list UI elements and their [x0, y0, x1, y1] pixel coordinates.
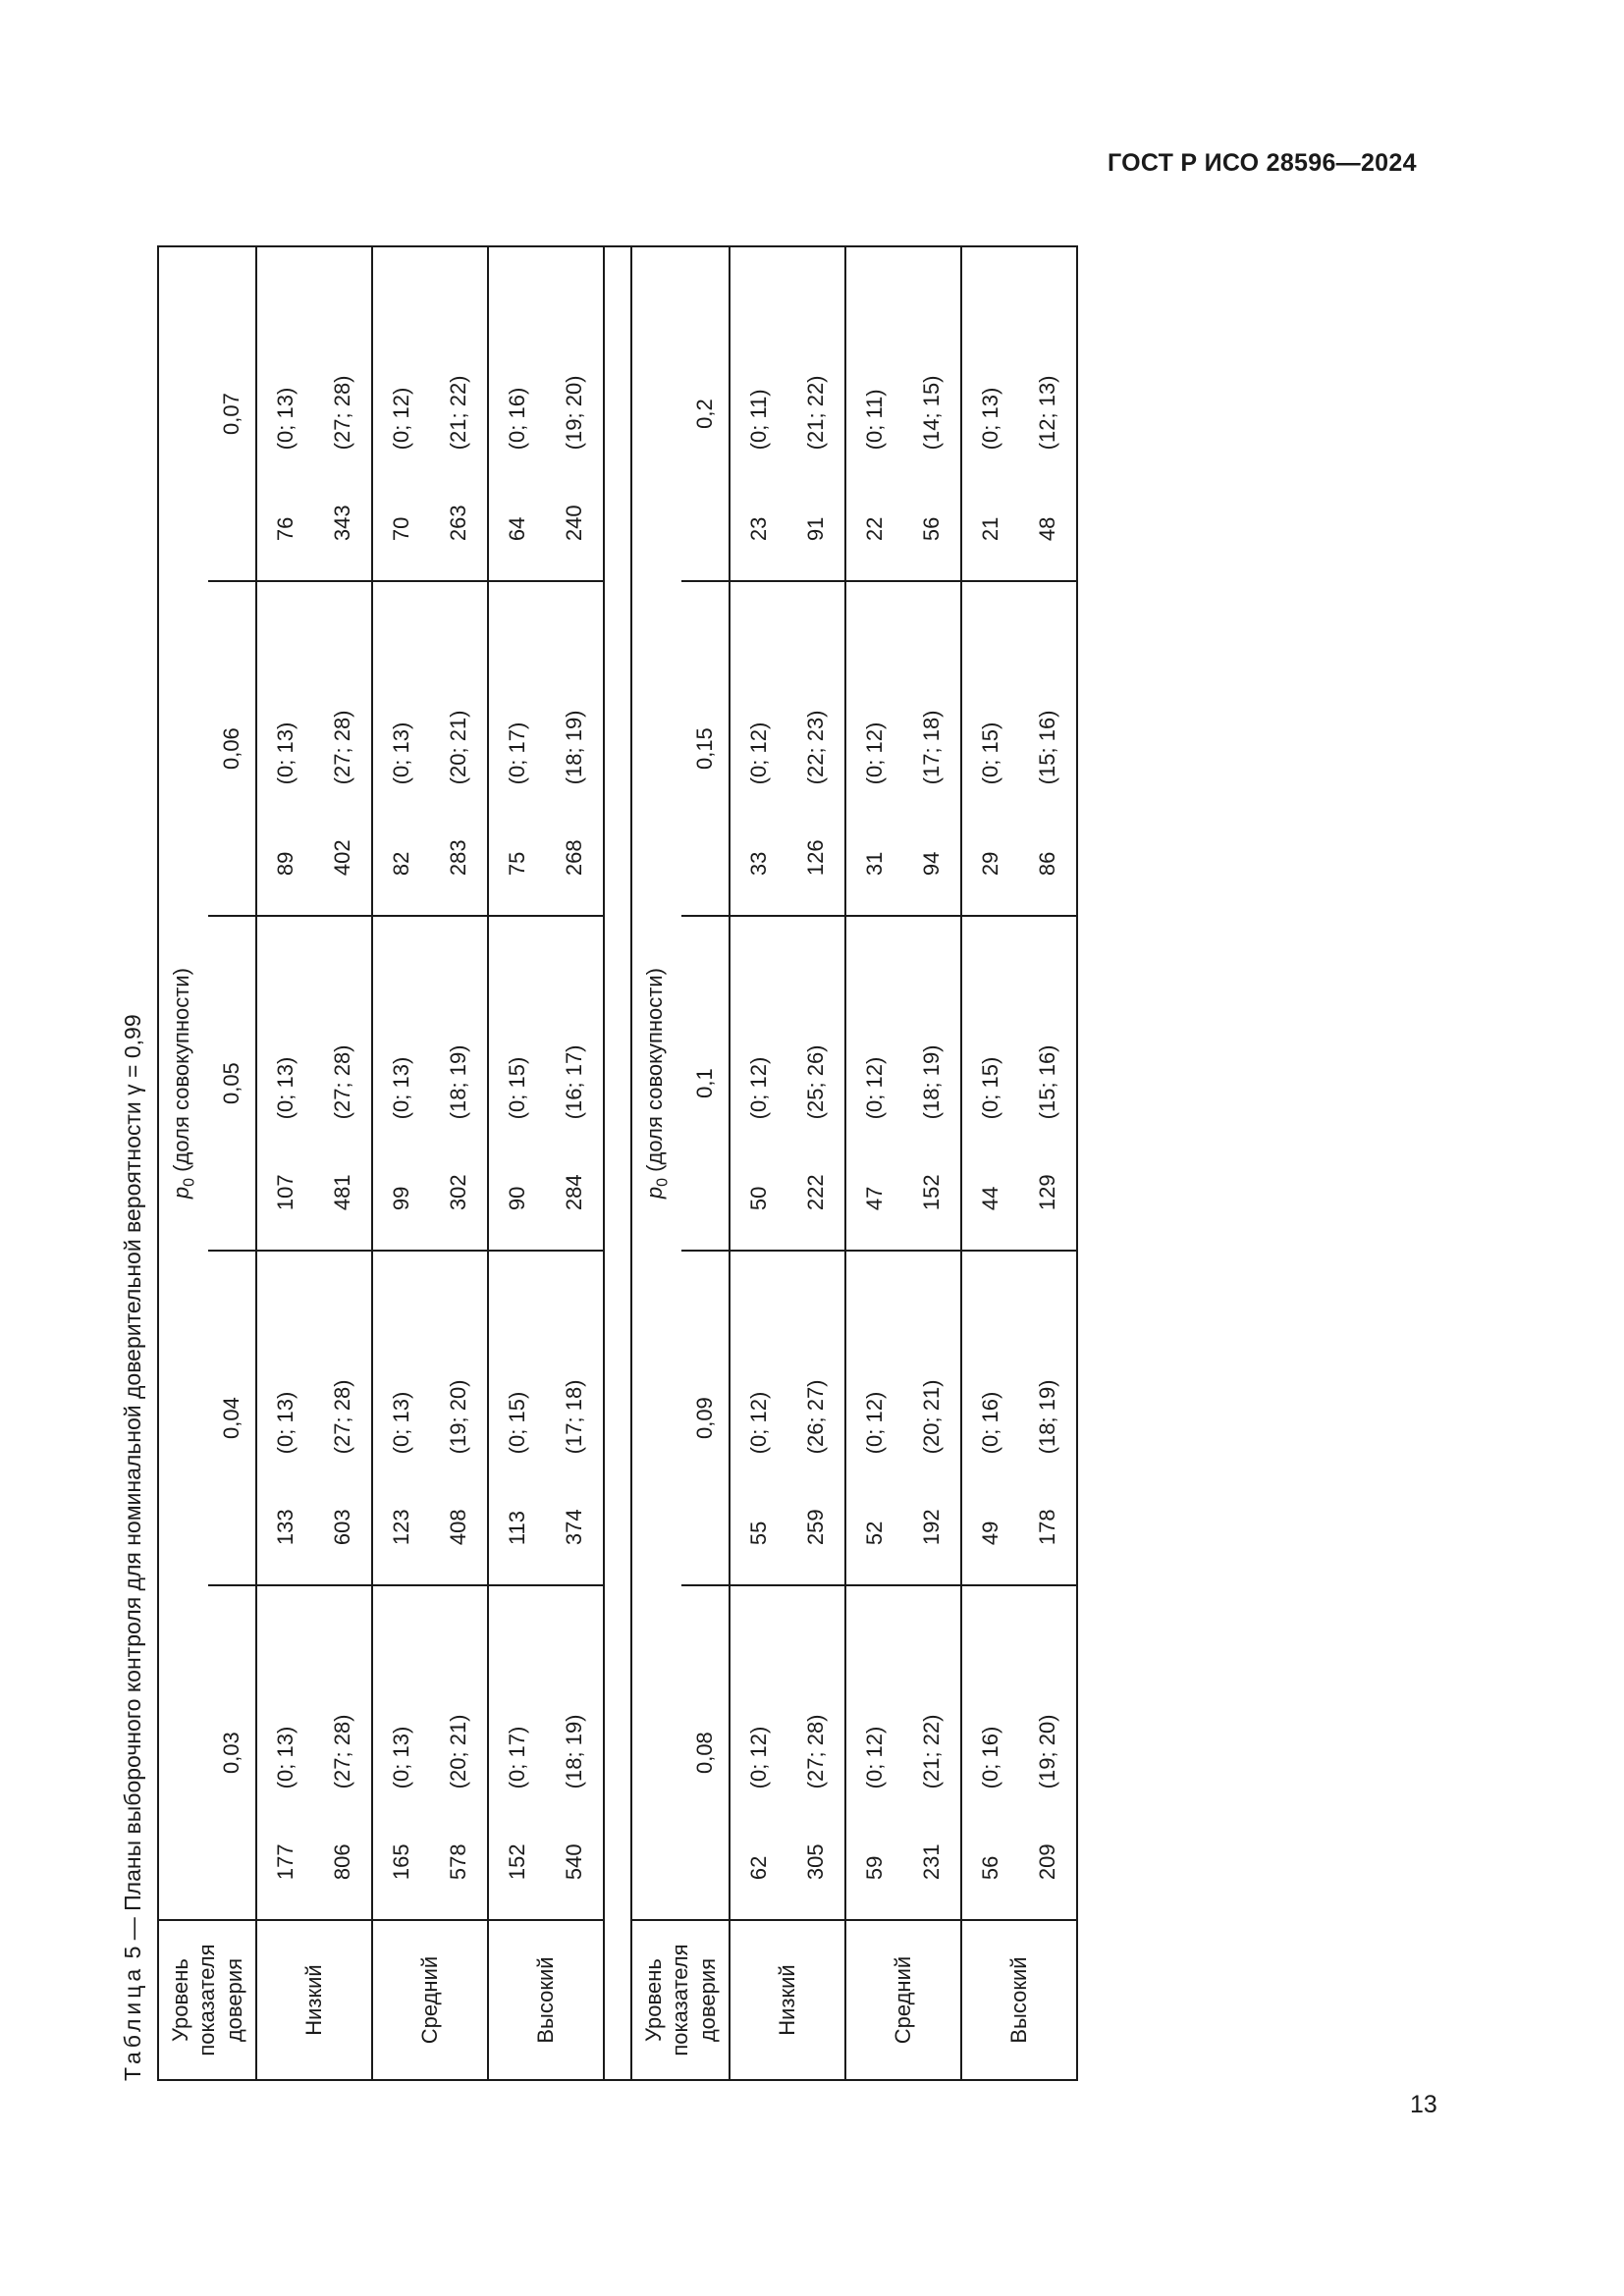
p0-symbol: p — [168, 1186, 193, 1200]
table-row — [488, 246, 546, 2080]
table-row — [903, 246, 961, 2080]
acceptance-pair: (0; 12) — [746, 1726, 771, 1789]
table-row — [546, 246, 604, 2080]
table-row — [1019, 246, 1077, 2080]
p0-label: (доля совокупности) — [168, 968, 193, 1172]
p0-header-row — [631, 246, 681, 2080]
acceptance-pair: (0; 13) — [273, 721, 298, 785]
column-header: 0,15 — [681, 581, 730, 916]
sample-size: 70 — [372, 459, 430, 581]
sample-size: 259 — [787, 1464, 845, 1585]
acceptance-pair: (18; 19) — [546, 581, 604, 794]
level-header: Уровень показателя доверия — [631, 1920, 730, 2080]
rotated-table-container — [108, 226, 1059, 2081]
p0-subscript: 0 — [181, 1177, 198, 1187]
sample-size: 240 — [546, 459, 604, 581]
sample-size: 76 — [256, 459, 314, 581]
acceptance-pair: (0; 13) — [389, 721, 413, 785]
acceptance-pair: (0; 17) — [505, 721, 529, 785]
acceptance-pair: (0; 12) — [746, 1056, 771, 1120]
sampling-plans-table — [157, 245, 1078, 2081]
column-header: 0,1 — [681, 916, 730, 1251]
acceptance-pair: (19; 20) — [546, 246, 604, 459]
sample-size: 603 — [314, 1464, 372, 1585]
acceptance-pair: (17; 18) — [903, 581, 961, 794]
sample-size: 126 — [787, 794, 845, 916]
sample-size: 99 — [372, 1129, 430, 1251]
acceptance-pair: (0; 12) — [746, 1391, 771, 1455]
acceptance-pair: (17; 18) — [546, 1251, 604, 1464]
table-row — [314, 246, 372, 2080]
sample-size: 222 — [787, 1129, 845, 1251]
acceptance-pair: (27; 28) — [314, 581, 372, 794]
sample-size: 59 — [862, 1855, 887, 1881]
block-separator — [604, 246, 631, 2080]
acceptance-pair: (18; 19) — [903, 916, 961, 1129]
sample-size: 305 — [787, 1798, 845, 1920]
sample-size: 56 — [903, 459, 961, 581]
acceptance-pair: (0; 11) — [845, 246, 903, 459]
acceptance-pair: (0; 12) — [862, 721, 887, 785]
sample-size: 55 — [730, 1464, 787, 1585]
column-header: 0,05 — [208, 916, 256, 1251]
sample-size: 89 — [256, 794, 314, 916]
page-number: 13 — [1410, 2091, 1437, 2118]
sample-size: 94 — [903, 794, 961, 916]
acceptance-pair: (0; 15) — [505, 1056, 529, 1120]
acceptance-pair: (26; 27) — [787, 1251, 845, 1464]
sample-size: 343 — [314, 459, 372, 581]
sample-size: 178 — [1019, 1464, 1077, 1585]
column-header: 0,2 — [681, 246, 730, 581]
acceptance-pair: (21; 22) — [903, 1585, 961, 1798]
sample-size: 52 — [845, 1464, 903, 1585]
acceptance-pair: (27; 28) — [314, 1251, 372, 1464]
sample-size: 268 — [546, 794, 604, 916]
sample-size: 283 — [430, 794, 488, 916]
confidence-level: Низкий — [256, 1920, 372, 2080]
column-header-row — [681, 246, 730, 2080]
table-row — [372, 246, 430, 2080]
sample-size: 152 — [505, 1843, 529, 1881]
acceptance-pair: (27; 28) — [314, 1585, 372, 1798]
p0-header-row — [158, 246, 208, 2080]
column-header: 0,06 — [208, 581, 256, 916]
table-row — [730, 246, 787, 2080]
sample-size: 284 — [546, 1129, 604, 1251]
p0-symbol: p — [641, 1186, 667, 1200]
sample-size: 29 — [961, 794, 1019, 916]
caption-text: — Планы выборочного контроля для номинальной доверительной вероятности γ = 0,99 — [120, 1014, 145, 1941]
acceptance-pair: (20; 21) — [903, 1251, 961, 1464]
sample-size: 209 — [1019, 1798, 1077, 1920]
acceptance-pair: (0; 13) — [389, 1726, 413, 1789]
acceptance-pair: (27; 28) — [787, 1585, 845, 1798]
sample-size: 123 — [372, 1464, 430, 1585]
sample-size: 50 — [730, 1129, 787, 1251]
acceptance-pair: (21; 22) — [787, 246, 845, 459]
sample-size: 177 — [273, 1843, 298, 1881]
sample-size: 578 — [430, 1798, 488, 1920]
acceptance-pair: (0; 16) — [978, 1726, 1002, 1789]
acceptance-pair: (0; 13) — [961, 246, 1019, 459]
document-code: ГОСТ Р ИСО 28596—2024 — [1108, 149, 1417, 177]
sample-size: 540 — [546, 1798, 604, 1920]
acceptance-pair: (0; 16) — [978, 1391, 1002, 1455]
column-header: 0,07 — [208, 246, 256, 581]
table-row — [430, 246, 488, 2080]
acceptance-pair: (0; 11) — [730, 246, 787, 459]
confidence-level: Высокий — [488, 1920, 604, 2080]
p0-header — [631, 246, 681, 1920]
confidence-level: Средний — [845, 1920, 961, 2080]
p0-header — [158, 246, 208, 1920]
acceptance-pair: (0; 12) — [746, 721, 771, 785]
sample-size: 86 — [1019, 794, 1077, 916]
sample-size: 374 — [546, 1464, 604, 1585]
acceptance-pair: (18; 19) — [430, 916, 488, 1129]
acceptance-pair: (0; 15) — [505, 1391, 529, 1455]
sample-size: 263 — [430, 459, 488, 581]
acceptance-pair: (22; 23) — [787, 581, 845, 794]
level-header: Уровень показателя доверия — [158, 1920, 256, 2080]
acceptance-pair: (0; 13) — [389, 1056, 413, 1120]
confidence-level: Средний — [372, 1920, 488, 2080]
acceptance-pair: (0; 12) — [372, 246, 430, 459]
sample-size: 75 — [488, 794, 546, 916]
sample-size: 129 — [1019, 1129, 1077, 1251]
acceptance-pair: (0; 13) — [273, 1391, 298, 1455]
acceptance-pair: (0; 12) — [862, 1391, 887, 1455]
sample-size: 481 — [314, 1129, 372, 1251]
p0-subscript: 0 — [654, 1177, 672, 1187]
acceptance-pair: (15; 16) — [1019, 581, 1077, 794]
sample-size: 231 — [903, 1798, 961, 1920]
sample-size: 806 — [314, 1798, 372, 1920]
sample-size: 44 — [961, 1129, 1019, 1251]
acceptance-pair: (0; 13) — [273, 1726, 298, 1789]
table-row — [256, 246, 314, 2080]
table-row — [961, 246, 1019, 2080]
caption-prefix: Таблица — [120, 1964, 145, 2081]
sample-size: 22 — [845, 459, 903, 581]
sample-size: 47 — [845, 1129, 903, 1251]
acceptance-pair: (12; 13) — [1019, 246, 1077, 459]
acceptance-pair: (18; 19) — [546, 1585, 604, 1798]
acceptance-pair: (21; 22) — [430, 246, 488, 459]
sample-size: 91 — [787, 459, 845, 581]
column-header: 0,08 — [681, 1585, 730, 1920]
sample-size: 33 — [730, 794, 787, 916]
caption-number: 5 — [120, 1946, 145, 1959]
acceptance-pair: (0; 13) — [389, 1391, 413, 1455]
acceptance-pair: (0; 13) — [273, 1056, 298, 1120]
acceptance-pair: (0; 17) — [505, 1726, 529, 1789]
acceptance-pair: (16; 17) — [546, 916, 604, 1129]
acceptance-pair: (18; 19) — [1019, 1251, 1077, 1464]
sample-size: 165 — [389, 1843, 413, 1881]
table-row — [845, 246, 903, 2080]
column-header: 0,04 — [208, 1251, 256, 1585]
acceptance-pair: (19; 20) — [430, 1251, 488, 1464]
sample-size: 107 — [256, 1129, 314, 1251]
acceptance-pair: (0; 16) — [488, 246, 546, 459]
acceptance-pair: (19; 20) — [1019, 1585, 1077, 1798]
p0-label: (доля совокупности) — [641, 968, 667, 1172]
sample-size: 90 — [488, 1129, 546, 1251]
sample-size: 49 — [961, 1464, 1019, 1585]
acceptance-pair: (0; 13) — [256, 246, 314, 459]
sample-size: 21 — [961, 459, 1019, 581]
sample-size: 408 — [430, 1464, 488, 1585]
column-header-row — [208, 246, 256, 2080]
sample-size: 62 — [746, 1855, 771, 1881]
sample-size: 402 — [314, 794, 372, 916]
acceptance-pair: (0; 12) — [862, 1056, 887, 1120]
acceptance-pair: (20; 21) — [430, 581, 488, 794]
sample-size: 31 — [845, 794, 903, 916]
acceptance-pair: (0; 15) — [978, 1056, 1002, 1120]
table-caption — [108, 226, 157, 2081]
sample-size: 56 — [978, 1855, 1002, 1881]
sample-size: 113 — [488, 1464, 546, 1585]
sample-size: 82 — [372, 794, 430, 916]
column-header: 0,09 — [681, 1251, 730, 1585]
acceptance-pair: (0; 12) — [862, 1726, 887, 1789]
sample-size: 133 — [256, 1464, 314, 1585]
sample-size: 192 — [903, 1464, 961, 1585]
confidence-level: Низкий — [730, 1920, 845, 2080]
acceptance-pair: (20; 21) — [430, 1585, 488, 1798]
acceptance-pair: (0; 15) — [978, 721, 1002, 785]
sample-size: 48 — [1019, 459, 1077, 581]
confidence-level: Высокий — [961, 1920, 1077, 2080]
table-row — [787, 246, 845, 2080]
sample-size: 64 — [488, 459, 546, 581]
sample-size: 23 — [730, 459, 787, 581]
sample-size: 152 — [903, 1129, 961, 1251]
acceptance-pair: (27; 28) — [314, 916, 372, 1129]
acceptance-pair: (14; 15) — [903, 246, 961, 459]
acceptance-pair: (27; 28) — [314, 246, 372, 459]
acceptance-pair: (15; 16) — [1019, 916, 1077, 1129]
column-header: 0,03 — [208, 1585, 256, 1920]
acceptance-pair: (25; 26) — [787, 916, 845, 1129]
sample-size: 302 — [430, 1129, 488, 1251]
